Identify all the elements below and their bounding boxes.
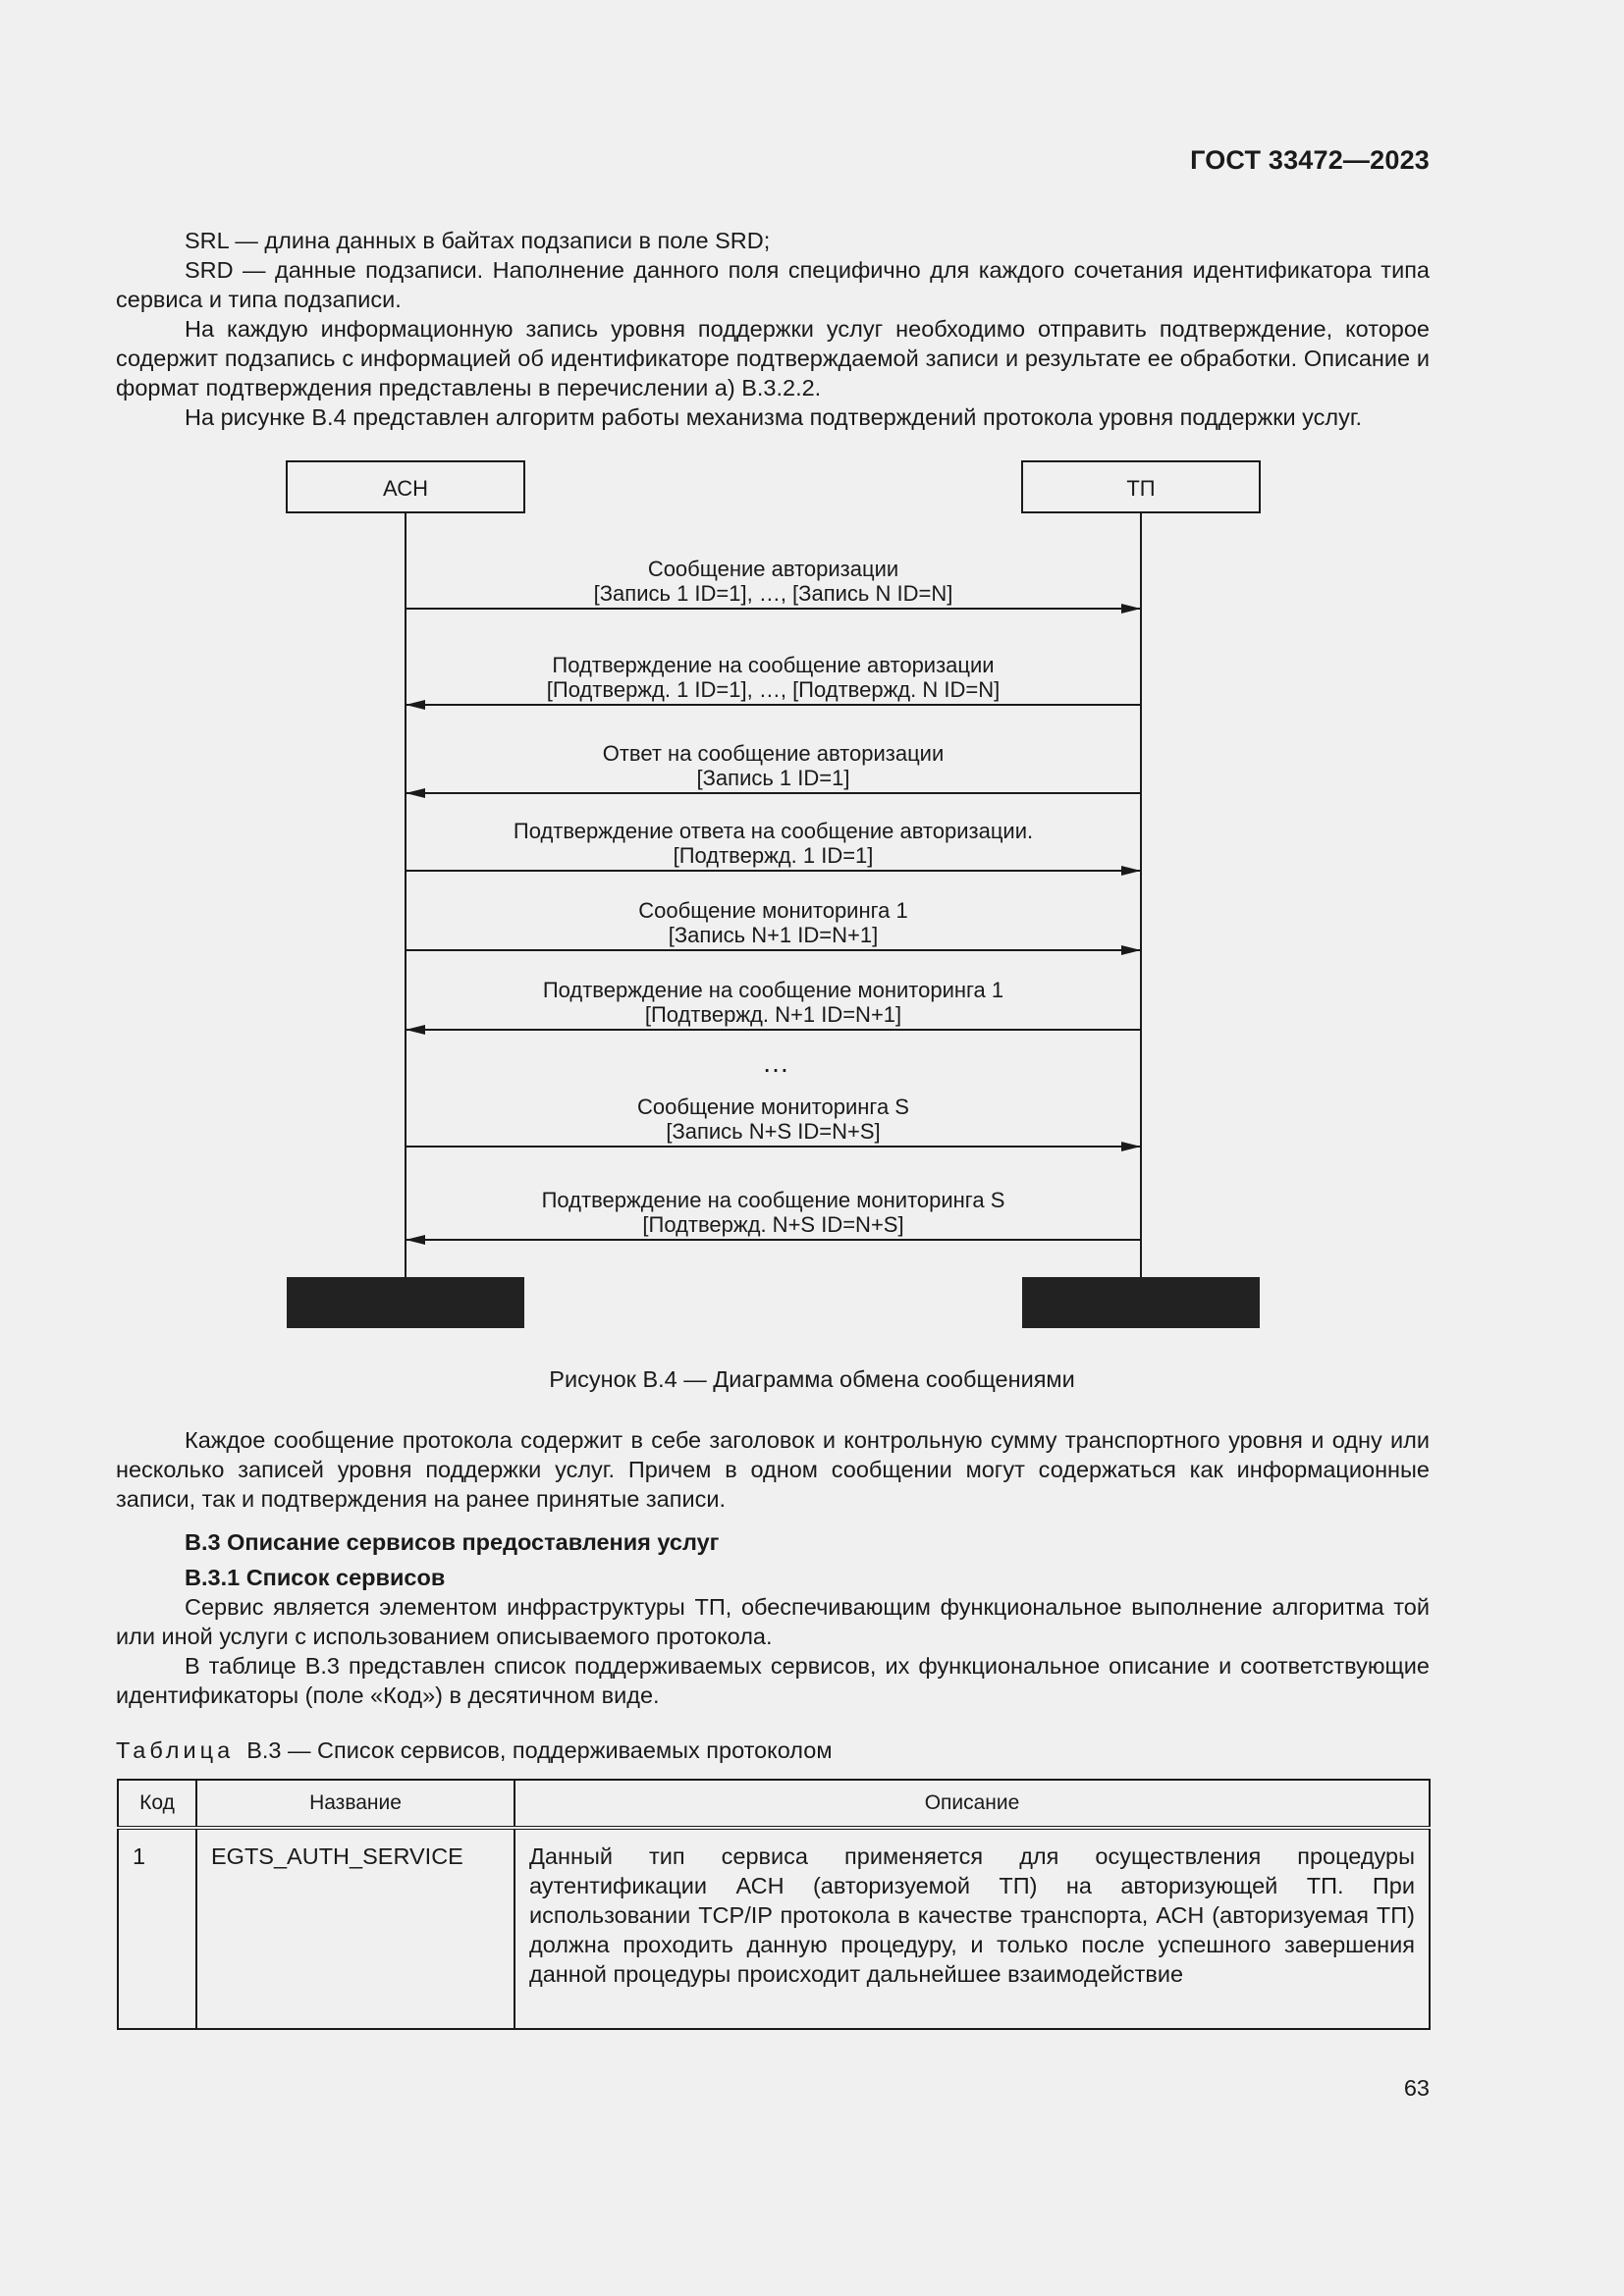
cell-description: Данный тип сервиса применяется для осуществления процедуры аутентификации АСН (авторизуемой ТП) на авторизующей ТП. При использовании TCP/IP протокола в качестве транспорта, АСН (авторизуемая ТП) должна проходить данную процедуру, и только после успешного завершения данной процедуры происходит дальнейшее взаимодействие	[514, 1828, 1430, 2029]
actor-label-left: АСН	[383, 476, 428, 501]
message-detail: [Подтвержд. 1 ID=1], …, [Подтвержд. N ID=N]	[546, 677, 1001, 702]
message-label: Сообщение авторизации	[647, 557, 899, 581]
paragraph: В таблице В.3 представлен список поддерживаемых сервисов, их функциональное описание и соответствующие идентификаторы (поле «Код») в десятичном виде.	[116, 1653, 1430, 1708]
message-label: Сообщение мониторинга S	[637, 1095, 909, 1119]
figure-caption: Рисунок В.4 — Диаграмма обмена сообщениями	[549, 1366, 1075, 1392]
page-number: 63	[1403, 2075, 1430, 2101]
message-detail: [Подтвержд. N+S ID=N+S]	[642, 1212, 904, 1237]
paragraph: На каждую информационную запись уровня поддержки услуг необходимо отправить подтверждение, которое содержит подзапись с информацией об идентификаторе подтверждаемой записи и результате ее обработки. Описание и формат подтверждения представлены в перечислении а) В.3.2.2.	[116, 316, 1430, 400]
table-header-row	[118, 1780, 1430, 1828]
paragraph: Сервис является элементом инфраструктуры ТП, обеспечивающим функциональное выполнение алгоритма той или иной услуги с использованием описываемого протокола.	[116, 1594, 1430, 1649]
document-header: ГОСТ 33472—2023	[1190, 145, 1430, 175]
message-detail: [Подтвержд. N+1 ID=N+1]	[644, 1002, 902, 1027]
actor-terminator-left	[287, 1277, 524, 1328]
paragraph: На рисунке В.4 представлен алгоритм работы механизма подтверждений протокола уровня поддержки услуг.	[185, 404, 1363, 430]
message-detail: [Подтвержд. 1 ID=1]	[673, 843, 874, 868]
message-detail: [Запись N+S ID=N+S]	[666, 1119, 881, 1144]
message-label: Сообщение мониторинга 1	[638, 898, 908, 923]
ellipsis: …	[762, 1047, 789, 1078]
table-label: Таблица	[116, 1737, 235, 1763]
paragraph: SRD — данные подзаписи. Наполнение данного поля специфично для каждого сочетания идентификатора типа сервиса и типа подзаписи.	[116, 257, 1430, 312]
subsection-heading: В.3.1 Список сервисов	[185, 1565, 446, 1590]
cell-name: EGTS_AUTH_SERVICE	[196, 1828, 514, 2029]
message-detail: [Запись 1 ID=1]	[696, 766, 850, 790]
paragraph: SRL — длина данных в байтах подзаписи в поле SRD;	[185, 228, 771, 253]
message-label: Подтверждение на сообщение мониторинга S	[541, 1188, 1005, 1212]
services-table	[117, 1779, 1431, 2030]
cell-code: 1	[118, 1828, 196, 2029]
message-label: Ответ на сообщение авторизации	[602, 741, 945, 766]
message-label: Подтверждение ответа на сообщение авторизации.	[513, 819, 1034, 843]
message-detail: [Запись 1 ID=1], …, [Запись N ID=N]	[593, 581, 953, 606]
message-label: Подтверждение на сообщение авторизации	[552, 653, 995, 677]
actor-label-right: ТП	[1126, 476, 1156, 501]
table-caption: В.3 — Список сервисов, поддерживаемых протоколом	[246, 1737, 833, 1763]
paragraph: Каждое сообщение протокола содержит в себе заголовок и контрольную сумму транспортного уровня и одну или несколько записей уровня поддержки услуг. Причем в одном сообщении могут содержаться как информационные записи, так и подтверждения на ранее принятые записи.	[116, 1427, 1430, 1512]
section-heading: В.3 Описание сервисов предоставления услуг	[185, 1529, 720, 1555]
table-row	[118, 1828, 1430, 2029]
actor-terminator-right	[1022, 1277, 1260, 1328]
column-header-code: Код	[118, 1780, 196, 1828]
column-header-description: Описание	[514, 1780, 1430, 1828]
column-header-name: Название	[196, 1780, 514, 1828]
section-text	[116, 1425, 1430, 1710]
table-title	[116, 1737, 833, 1764]
message-detail: [Запись N+1 ID=N+1]	[668, 923, 879, 947]
message-label: Подтверждение на сообщение мониторинга 1	[542, 978, 1004, 1002]
